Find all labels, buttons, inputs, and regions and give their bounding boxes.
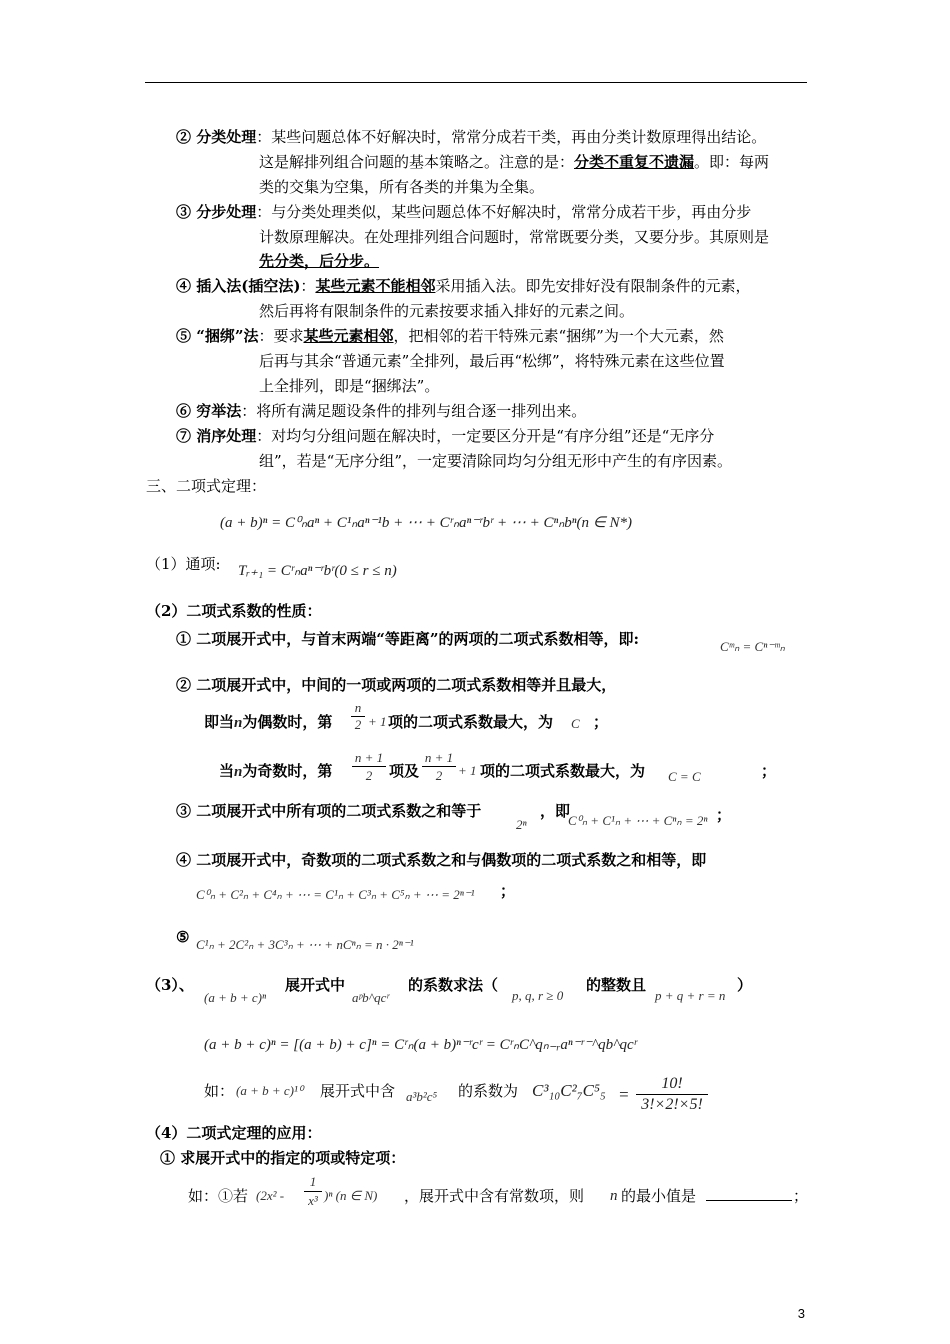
line-property-3: ③ 二项展开式中所有项的二项式系数之和等于 (176, 802, 482, 820)
fraction-even: n 2 (351, 700, 365, 733)
line-applications-heading: （4）二项式定理的应用： (146, 1124, 322, 1142)
exercise-text-2: 的最小值是 (621, 1187, 697, 1205)
line-bundle-3: 上全排列，即是“捆绑法”。 (259, 377, 440, 395)
line-trinomial-expand: 展开式中 (285, 976, 346, 994)
line-application-1: ① 求展开式中的指定的项或特定项： (160, 1149, 406, 1167)
line-properties-heading: （2）二项式系数的性质： (146, 602, 322, 620)
line-property-5: ⑤ (176, 928, 190, 946)
example-combination: C³₁₀C²₇C⁵₅ (532, 1081, 606, 1100)
header-rule (145, 82, 807, 83)
line-even-case-tail: 项的二项式系数最大，为 (388, 713, 554, 731)
line-step-3: 先分类，后分步。 (259, 252, 380, 270)
formula-general-term: Tᵣ₊₁ = Cʳₙaⁿ⁻ʳbʳ(0 ≤ r ≤ n) (238, 563, 397, 579)
exercise-text: ，展开式中含有常数项，则 (404, 1187, 585, 1205)
two-power-n: 2ⁿ (516, 817, 527, 832)
example-equals: = (618, 1085, 630, 1104)
exercise-semicolon: ； (793, 1187, 809, 1205)
trinomial-term: aᵖb^qcʳ (352, 990, 390, 1005)
fraction-odd-2: n + 1 2 (422, 749, 456, 784)
exercise-label: 如：①若 (188, 1187, 249, 1205)
line-odd-case-tail: 项的二项式系数最大，为 (480, 762, 646, 780)
trinomial-power: (a + b + c)ⁿ (204, 990, 267, 1005)
trinomial-cond: p, q, r ≥ 0 (512, 988, 564, 1003)
line-property-2: ② 二项展开式中，中间的一项或两项的二项式系数相等并且最大， (176, 676, 617, 694)
exercise-expr: (2x² - (256, 1188, 285, 1203)
line-deorder: ⑦ 消序处理：对均匀分组问题在解决时，一定要区分开是“有序分组”还是“无序分 (176, 427, 715, 445)
plus-one-even: + 1 (368, 714, 387, 729)
line-step: ③ 分步处理：与分类处理类似，某些问题总体不好解决时，常常分成若干步，再由分步 (176, 203, 752, 221)
line-trinomial-close: ） (737, 976, 753, 994)
binom-even: C (571, 716, 580, 731)
semicolon-odd: ； (761, 762, 777, 780)
line-even-case: 即当n为偶数时，第 (204, 713, 333, 731)
semicolon-4: ； (500, 882, 516, 900)
answer-blank[interactable] (706, 1185, 792, 1207)
line-insert: ④ 插入法(插空法)：某些元素不能相邻采用插入法。即先安排好没有限制条件的元素， (176, 277, 751, 295)
line-trinomial-label: （3）、 (146, 976, 194, 994)
line-trinomial-integer: 的整数且 (586, 976, 647, 994)
example-coeff-label: 的系数为 (458, 1082, 519, 1100)
section-heading-binomial: 三、二项式定理： (146, 477, 267, 495)
line-property-1: ① 二项展开式中，与首末两端“等距离”的两项的二项式系数相等，即: (176, 630, 640, 648)
semicolon-3: ； (716, 806, 732, 824)
line-trinomial-coeff: 的系数求法（ (408, 976, 499, 994)
fraction-odd-1: n + 1 2 (352, 749, 386, 784)
formula-trinomial: (a + b + c)ⁿ = [(a + b) + c]ⁿ = Cʳₙ(a + b)ⁿ⁻ʳcʳ = CʳₙC^qₙ₋ᵣaⁿ⁻ʳ⁻^qb^qcʳ (204, 1037, 637, 1053)
line-property-3-ie: ，即 (540, 802, 571, 820)
example-term: a³b²c⁵ (406, 1089, 438, 1104)
line-deorder-2: 组”，若是“无序分组”，一定要清除同均匀分组无形中产生的有序因素。 (259, 452, 733, 470)
example-contains: 展开式中含 (320, 1082, 396, 1100)
formula-binomial-theorem: (a + b)ⁿ = C⁰ₙaⁿ + C¹ₙaⁿ⁻¹b + ⋯ + Cʳₙaⁿ⁻ʳbʳ + ⋯ + Cⁿₙbⁿ(n ∈ N*) (220, 515, 633, 531)
semicolon-even: ； (593, 713, 609, 731)
line-classification: ② 分类处理：某些问题总体不好解决时，常常分成若干类，再由分类计数原理得出结论。 (176, 128, 767, 146)
line-bundle: ⑤ “捆绑”法：要求某些元素相邻，把相邻的若干特殊元素“捆绑”为一个大元素，然 (176, 327, 724, 345)
exercise-n: n (610, 1188, 618, 1204)
formula-symmetry: Cᵐₙ = Cⁿ⁻ᵐₙ (720, 639, 785, 654)
line-insert-2: 然后再将有限制条件的元素按要求插入排好的元素之间。 (259, 302, 635, 320)
formula-sum-coeffs: C⁰ₙ + C¹ₙ + ⋯ + Cⁿₙ = 2ⁿ (568, 813, 708, 828)
line-bundle-2: 后再与其余“普通元素”全排列，最后再“松绑”，将特殊元素在这些位置 (259, 352, 725, 370)
line-property-4: ④ 二项展开式中，奇数项的二项式系数之和与偶数项的二项式系数之和相等，即 (176, 851, 707, 869)
binom-odd: C = C (668, 769, 701, 784)
and-label: 项及 (389, 762, 420, 780)
line-step-2: 计数原理解决。在处理排列组合问题时，常常既要分类，又要分步。其原则是 (259, 228, 770, 246)
page-number: 3 (797, 1306, 805, 1321)
line-classification-2: 这是解排列组合问题的基本策略之。注意的是：分类不重复不遗漏。即：每两 (259, 153, 770, 171)
line-enumerate: ⑥ 穷举法：将所有满足题设条件的排列与组合逐一排列出来。 (176, 402, 587, 420)
exercise-power: )ⁿ (n ∈ N) (324, 1188, 378, 1203)
example-label: 如： (204, 1082, 235, 1100)
line-general-term-label: （1）通项: (146, 555, 221, 573)
exercise-fraction: 1 x³ (304, 1173, 322, 1210)
trinomial-sum: p + q + r = n (655, 988, 726, 1003)
example-fraction: 10! 3!×2!×5! (636, 1074, 708, 1115)
formula-odd-even-sum: C⁰ₙ + C²ₙ + C⁴ₙ + ⋯ = C¹ₙ + C³ₙ + C⁵ₙ + ⋯ = 2ⁿ⁻¹ (196, 887, 475, 902)
example-power: (a + b + c)¹⁰ (236, 1083, 304, 1098)
line-classification-3: 类的交集为空集，所有各类的并集为全集。 (259, 178, 545, 196)
line-odd-case: 当n为奇数时，第 (219, 762, 333, 780)
plus-one-odd: + 1 (458, 763, 477, 778)
formula-weighted-sum: C¹ₙ + 2C²ₙ + 3C³ₙ + ⋯ + nCⁿₙ = n · 2ⁿ⁻¹ (196, 937, 414, 952)
